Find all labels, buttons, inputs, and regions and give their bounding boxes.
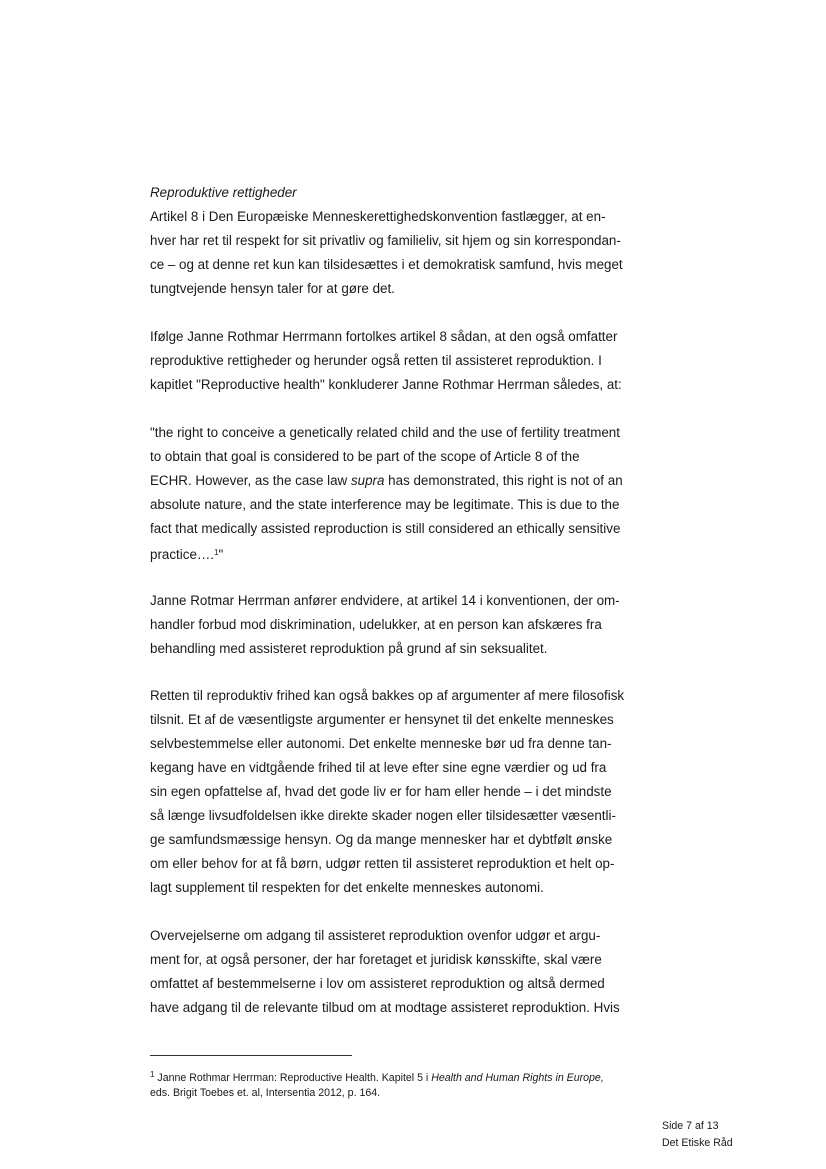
- paragraph-line: Ifølge Janne Rothmar Herrmann fortolkes artikel 8 sådan, at den også omfatter: [150, 329, 618, 344]
- paragraph-line: Overvejelserne om adgang til assisteret reproduktion ovenfor udgør et argu-: [150, 928, 601, 943]
- paragraph-line: Retten til reproduktiv frihed kan også bakkes op af argumenter af mere filosofisk: [150, 688, 625, 703]
- paragraph-2: [150, 325, 660, 397]
- page-number: Side 7 af 13: [662, 1120, 719, 1132]
- footnote-line: [150, 1066, 670, 1084]
- paragraph-line: sin egen opfattelse af, hvad det gode liv er for ham eller hende – i det mindste: [150, 784, 612, 799]
- paragraph-line: tilsnit. Et af de væsentligste argumenter er hensynet til det enkelte menneskes: [150, 712, 614, 727]
- paragraph-line: ge samfundsmæssige hensyn. Og da mange mennesker har et dybtfølt ønske: [150, 832, 613, 847]
- paragraph-line: selvbestemmelse eller autonomi. Det enkelte menneske bør ud fra denne tan-: [150, 736, 612, 751]
- quote-line: fact that medically assisted reproduction is still considered an ethically sensitive: [150, 521, 621, 536]
- quote-line: absolute nature, and the state interference may be legitimate. This is due to the: [150, 497, 620, 512]
- quote-text: practice….: [150, 547, 214, 562]
- paragraph-line: så længe livsudfoldelsen ikke direkte skader nogen eller tilsidesætter væsentli-: [150, 808, 616, 823]
- footnote-line: eds. Brigit Toebes et. al, Intersentia 2012, p. 164.: [150, 1087, 381, 1099]
- footnote-reference: 1: [214, 548, 219, 557]
- page-footer: [662, 1118, 733, 1152]
- paragraph-line: hver har ret til respekt for sit privatliv og familieliv, sit hjem og sin korrespondan-: [150, 233, 621, 248]
- section-title: Reproduktive rettigheder: [150, 185, 297, 200]
- paragraph-line: reproduktive rettigheder og herunder også retten til assisteret reproduktion. I: [150, 353, 602, 368]
- quote-line: [150, 541, 660, 565]
- paragraph-line: Janne Rotmar Herrman anfører endvidere, at artikel 14 i konventionen, der om-: [150, 593, 620, 608]
- footnote-text: Janne Rothmar Herrman: Reproductive Health. Kapitel 5 i: [157, 1072, 432, 1084]
- paragraph-3: [150, 589, 660, 661]
- paragraph-line: lagt supplement til respekten for det enkelte menneskes autonomi.: [150, 880, 544, 895]
- footnote-number: 1: [150, 1070, 155, 1079]
- footnote-divider: [150, 1055, 352, 1056]
- paragraph-4: [150, 684, 660, 900]
- quote-text: has demonstrated, this right is not of an: [384, 473, 623, 488]
- section-heading-block: [150, 181, 660, 301]
- paragraph-line: behandling med assisteret reproduktion på grund af sin seksualitet.: [150, 641, 548, 656]
- quote-text: ECHR. However, as the case law: [150, 473, 351, 488]
- organization-name: Det Etiske Råd: [662, 1137, 733, 1149]
- paragraph-line: tungtvejende hensyn taler for at gøre det.: [150, 281, 395, 296]
- paragraph-line: kegang have en vidtgående frihed til at leve efter sine egne værdier og ud fra: [150, 760, 607, 775]
- quote-block: [150, 421, 660, 565]
- quote-line: "the right to conceive a genetically related child and the use of fertility treatment: [150, 425, 620, 440]
- paragraph-line: omfattet af bestemmelserne i lov om assisteret reproduktion og altså dermed: [150, 976, 605, 991]
- footnote-book-title: Health and Human Rights in Europe,: [431, 1072, 604, 1084]
- paragraph-line: handler forbud mod diskrimination, udelukker, at en person kan afskæres fra: [150, 617, 602, 632]
- footnote: [150, 1066, 670, 1102]
- quote-close: ": [218, 547, 224, 562]
- paragraph-line: have adgang til de relevante tilbud om at modtage assisteret reproduktion. Hvis: [150, 1000, 620, 1015]
- paragraph-line: om eller behov for at få børn, udgør retten til assisteret reproduktion et helt op-: [150, 856, 615, 871]
- paragraph-5: [150, 924, 660, 1020]
- paragraph-line: ment for, at også personer, der har foretaget et juridisk kønsskifte, skal være: [150, 952, 602, 967]
- quote-emphasis: supra: [350, 473, 385, 488]
- paragraph-line: kapitlet "Reproductive health" konkluderer Janne Rothmar Herrman således, at:: [150, 377, 622, 392]
- quote-line: to obtain that goal is considered to be part of the scope of Article 8 of the: [150, 449, 580, 464]
- paragraph-line: ce – og at denne ret kun kan tilsidesættes i et demokratisk samfund, hvis meget: [150, 257, 623, 272]
- quote-line: [150, 469, 660, 493]
- paragraph-line: Artikel 8 i Den Europæiske Menneskerettighedskonvention fastlægger, at en-: [150, 209, 606, 224]
